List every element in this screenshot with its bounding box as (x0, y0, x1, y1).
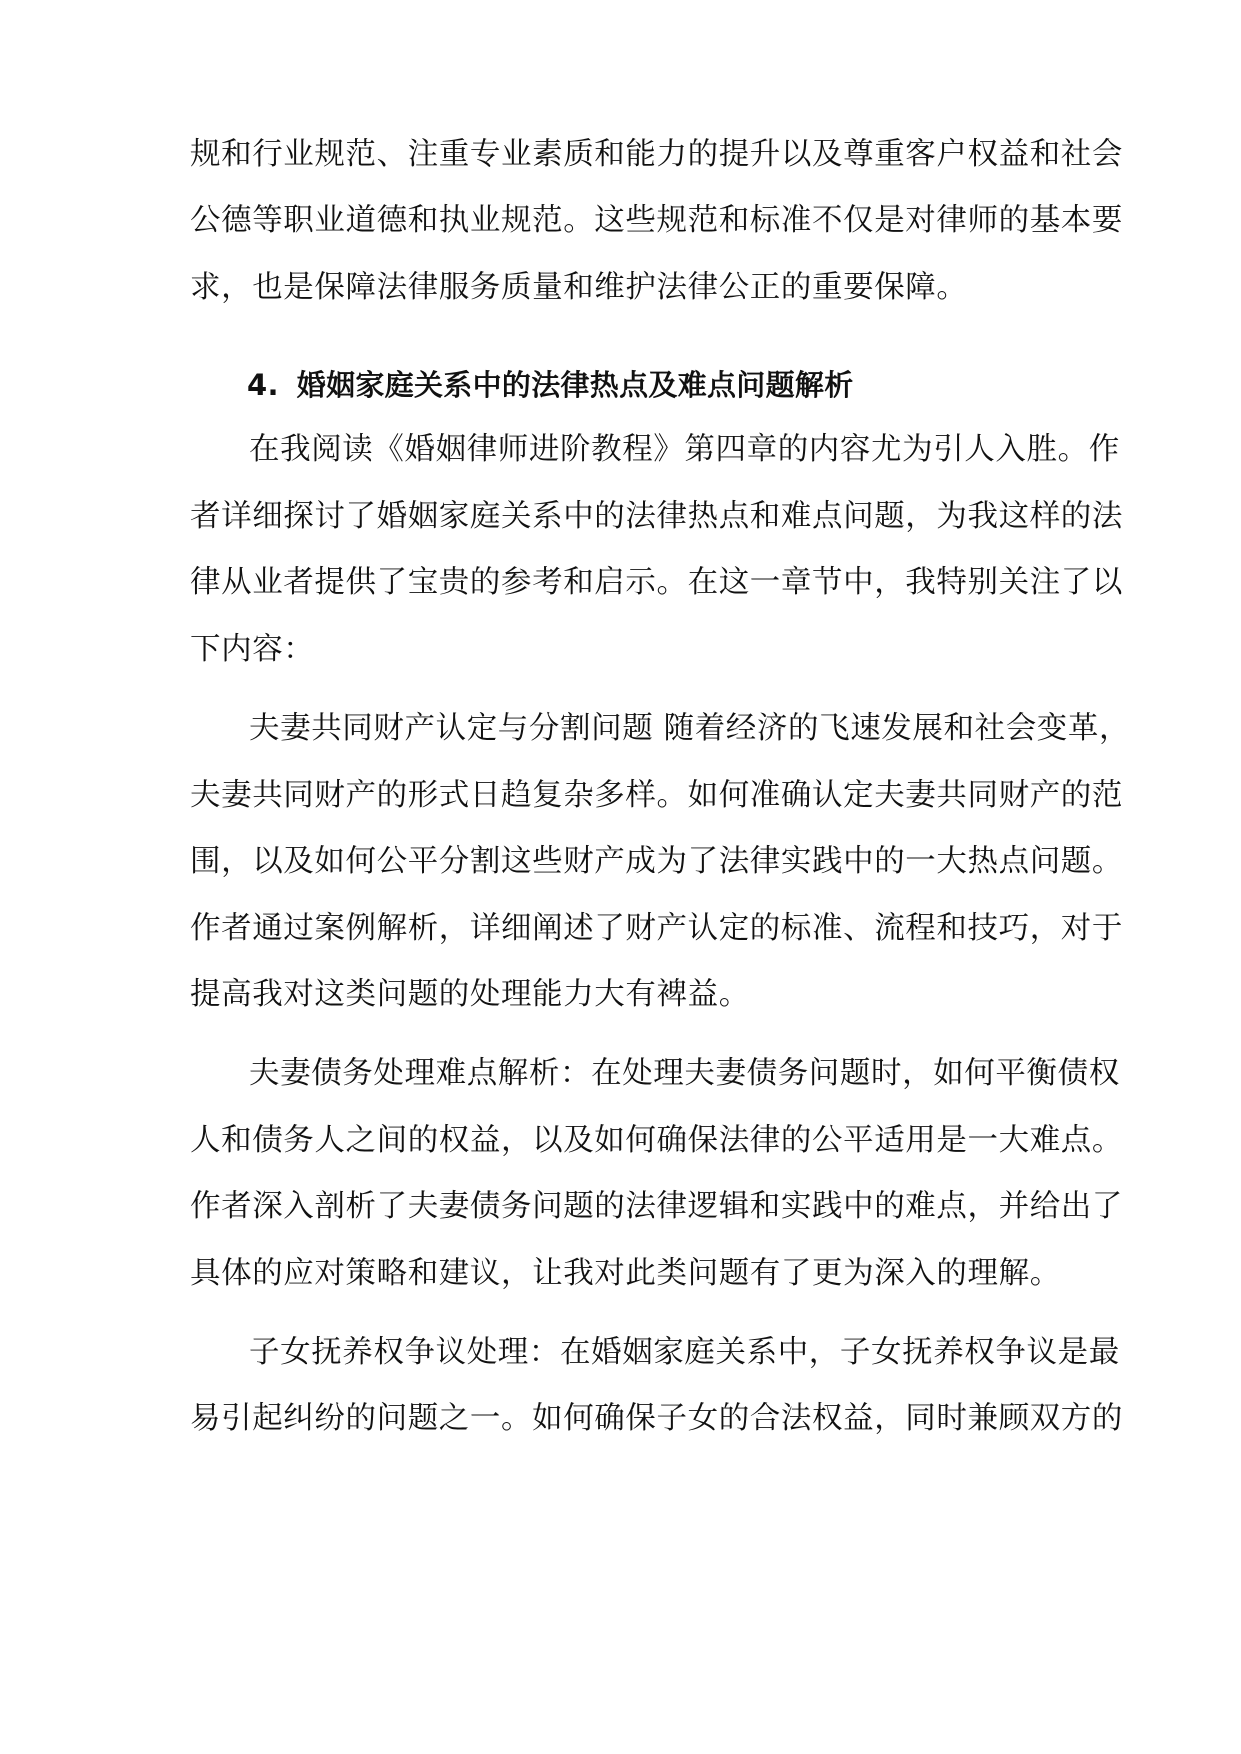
paragraph-line: 下内容： (190, 632, 315, 667)
paragraph-line: 作者深入剖析了夫妻债务问题的法律逻辑和实践中的难点，并给出了 (190, 1189, 1123, 1224)
paragraph-line: 公德等职业道德和执业规范。这些规范和标准不仅是对律师的基本要 (190, 203, 1123, 238)
paragraph-line: 者详细探讨了婚姻家庭关系中的法律热点和难点问题，为我这样的法 (190, 499, 1123, 534)
section-heading (247, 367, 854, 403)
paragraph-line: 人和债务人之间的权益，以及如何确保法律的公平适用是一大难点。 (190, 1123, 1123, 1158)
paragraph-line: 在我阅读《婚姻律师进阶教程》第四章的内容尤为引人入胜。作 (249, 432, 1120, 467)
paragraph-line: 求，也是保障法律服务质量和维护法律公正的重要保障。 (190, 270, 968, 305)
paragraph-line: 子女抚养权争议处理：在婚姻家庭关系中，子女抚养权争议是最 (249, 1335, 1120, 1370)
paragraph-line: 易引起纠纷的问题之一。如何确保子女的合法权益，同时兼顾双方的 (190, 1401, 1123, 1436)
paragraph-line: 规和行业规范、注重专业素质和能力的提升以及尊重客户权益和社会 (190, 137, 1123, 172)
paragraph-line: 提高我对这类问题的处理能力大有裨益。 (190, 977, 750, 1012)
paragraph-line: 具体的应对策略和建议，让我对此类问题有了更为深入的理解。 (190, 1256, 1061, 1291)
paragraph-line: 夫妻共同财产认定与分割问题 随着经济的飞速发展和社会变革， (249, 711, 1131, 746)
section-title: 婚姻家庭关系中的法律热点及难点问题解析 (296, 368, 854, 402)
section-number: 4. (247, 368, 279, 402)
paragraph-line: 作者通过案例解析，详细阐述了财产认定的标准、流程和技巧，对于 (190, 911, 1123, 946)
paragraph-line: 律从业者提供了宝贵的参考和启示。在这一章节中，我特别关注了以 (190, 565, 1123, 600)
paragraph-line: 夫妻债务处理难点解析：在处理夫妻债务问题时，如何平衡债权 (249, 1056, 1120, 1091)
paragraph-line: 围，以及如何公平分割这些财产成为了法律实践中的一大热点问题。 (190, 844, 1123, 879)
paragraph-line: 夫妻共同财产的形式日趋复杂多样。如何准确认定夫妻共同财产的范 (190, 778, 1123, 813)
